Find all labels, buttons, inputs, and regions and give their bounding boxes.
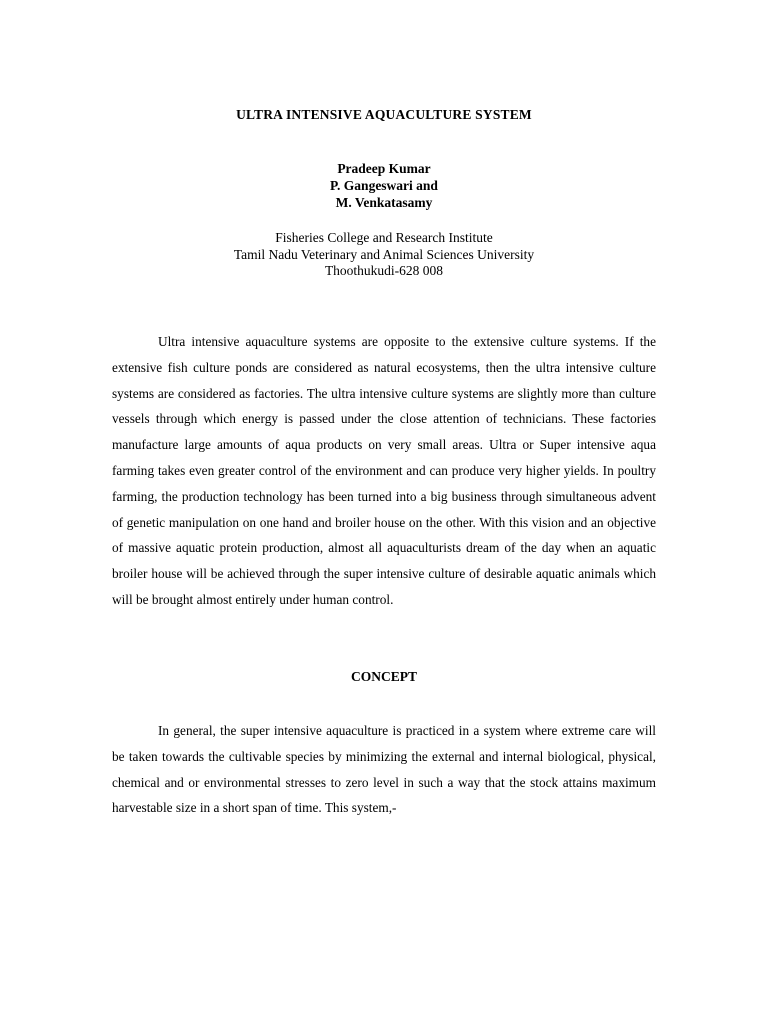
- author-name: Pradeep Kumar: [337, 161, 431, 176]
- author-list: [0, 160, 768, 211]
- intro-paragraph: Ultra intensive aquaculture systems are opposite to the extensive culture systems. If the extensive fish culture ponds are considered as natural ecosystems, then the ultra intensive culture systems are considered as factories. The ultra intensive culture systems are slightly more than culture vessels through which energy is passed under the close attention of technicians. These factories manufacture large amounts of aqua products on very small areas. Ultra or Super intensive aqua farming takes even greater control of the environment and can produce very higher yields. In poultry farming, the production technology has been turned into a big business through simultaneous advent of genetic manipulation on one hand and broiler house on the other. With this vision and an objective of massive aquatic protein production, almost all aquaculturists dream of the day when an aquatic broiler house will be achieved through the super intensive culture of desirable aquatic animals which will be brought almost entirely under human control.: [112, 334, 656, 607]
- document-title: ULTRA INTENSIVE AQUACULTURE SYSTEM: [236, 107, 532, 122]
- concept-paragraph: In general, the super intensive aquaculture is practiced in a system where extreme care will be taken towards the cultivable species by minimizing the external and internal biological, physical, chemical and or environmental stresses to zero level in such a way that the stock attains maximum harvestable size in a short span of time. This system,-: [112, 723, 656, 816]
- affiliation-line: Tamil Nadu Veterinary and Animal Sciences University: [233, 246, 535, 262]
- affiliation-line: Fisheries College and Research Institute: [275, 230, 493, 245]
- author-name: M. Venkatasamy: [335, 195, 433, 210]
- section-heading-concept: CONCEPT: [350, 669, 417, 684]
- author-name: P. Gangeswari and: [330, 178, 438, 193]
- affiliation-line: Thoothukudi-628 008: [324, 263, 444, 278]
- affiliation-block: [0, 230, 768, 280]
